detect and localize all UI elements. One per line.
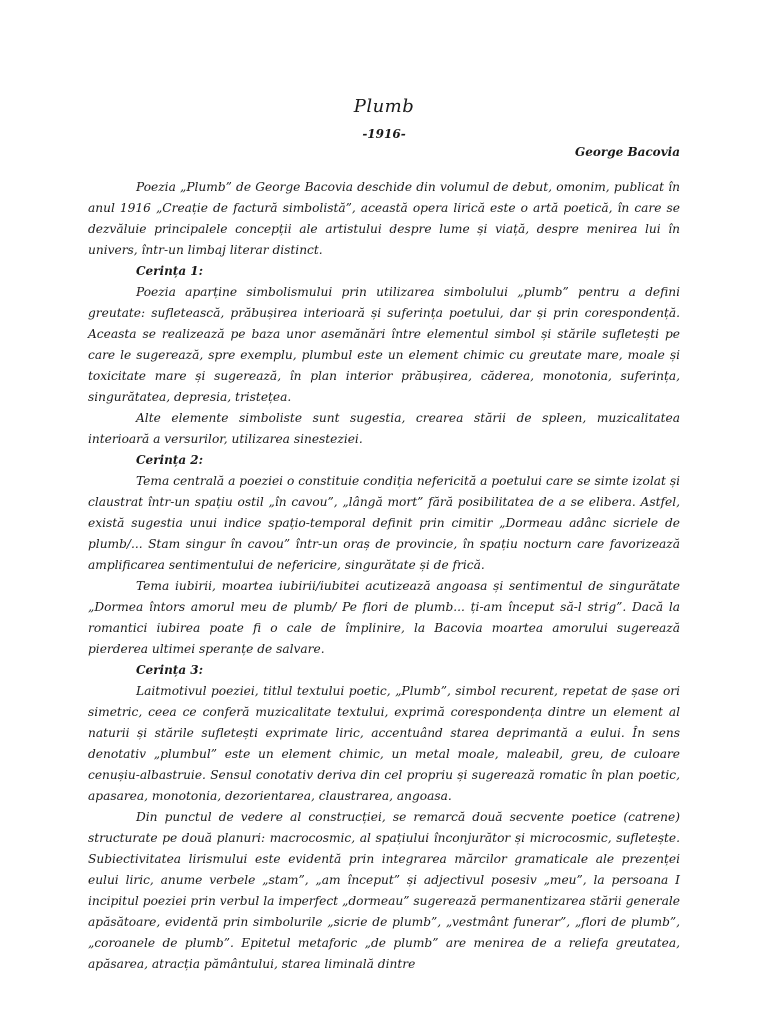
essay-body (88, 177, 680, 975)
publication-year: -1916- (362, 127, 406, 141)
requirement-heading-2: Cerința 2: (136, 453, 204, 467)
paragraph: Tema iubirii, moartea iubirii/iubitei acutizează angoasa și sentimentul de singurătate „Dormea întors amorul meu de plumb/ Pe flori de plumb... ți-am început să-l strig”. Dacă la romantici iubirea poate fi o cale de împlinire, la Bacovia moartea amorului sugerează pierderea ultimei speranțe de salvare. (88, 579, 680, 656)
author-name: George Bacovia (575, 145, 680, 159)
page-title: Plumb (353, 96, 415, 117)
paragraph: Tema centrală a poeziei o constituie condiția nefericită a poetului care se simte izolat și claustrat într-un spațiu ostil „în cavou”, „lângă mort” fără posibilitatea de a se elibera. Astfel, există sugestia unui indice spațio-temporal definit prin cimitir „Dormeau adânc sicriele de plumb/... Stam singur în cavou” într-un oraș de provincie, în spațiu nocturn care favorizează amplificarea sentimentului de nefericire, singurătate și de frică. (88, 474, 680, 572)
requirement-heading-1: Cerința 1: (136, 264, 204, 278)
paragraph: Laitmotivul poeziei, titlul textului poetic, „Plumb”, simbol recurent, repetat de șase ori simetric, ceea ce conferă muzicalitate textului, exprimă corespondența dintre un element al naturii și stările sufletești exprimate liric, accentuând starea deprimantă a eului. În sens denotativ „plumbul” este un element chimic, un metal moale, maleabil, greu, de culoare cenușiu-albastruie. Sensul conotativ deriva din cel propriu și sugerează romatic în plan poetic, apasarea, monotonia, dezorientarea, claustrarea, angoasa. (88, 684, 680, 803)
intro-paragraph: Poezia „Plumb” de George Bacovia deschide din volumul de debut, omonim, publicat în anul 1916 „Creație de factură simbolistă”, această opera lirică este o artă poetică, în care se dezvăluie principalele concepții ale artistului despre lume și viață, despre menirea lui în univers, într-un limbaj literar distinct. (88, 180, 680, 257)
paragraph: Poezia aparține simbolismului prin utilizarea simbolului „plumb” pentru a defini greutate: sufletească, prăbușirea interioară și suferința poetului, dar și prin corespondență. Aceasta se realizează pe baza unor asemănări între elementul simbol și stările sufletești pe care le sugerează, spre exemplu, plumbul este un element chimic cu greutate mare, moale și toxicitate mare și sugerează, în plan interior prăbușirea, căderea, monotonia, suferința, singurătatea, depresia, tristețea. (88, 285, 680, 404)
paragraph: Alte elemente simboliste sunt sugestia, crearea stării de spleen, muzicalitatea interioară a versurilor, utilizarea sinesteziei. (88, 411, 680, 446)
paragraph: Din punctul de vedere al construcției, se remarcă două secvente poetice (catrene) structurate pe două planuri: macrocosmic, al spațiului înconjurător și microcosmic, sufletește. Subiectivitatea lirismului este evidentă prin integrarea mărcilor gramaticale ale prezenței eului liric, anume verbele „stam”, „am început” și adjectivul posesiv „meu”, la persoana I incipitul poeziei prin verbul la imperfect „dormeau” sugerează permanentizarea stării generale apăsătoare, evidentă prin simbolurile „sicrie de plumb”, „vestmânt funerar”, „flori de plumb”, „coroanele de plumb”. Epitetul metaforic „de plumb” are menirea de a reliefa greutatea, apăsarea, atracția pământului, starea liminală dintre (88, 810, 680, 971)
requirement-heading-3: Cerința 3: (136, 663, 204, 677)
